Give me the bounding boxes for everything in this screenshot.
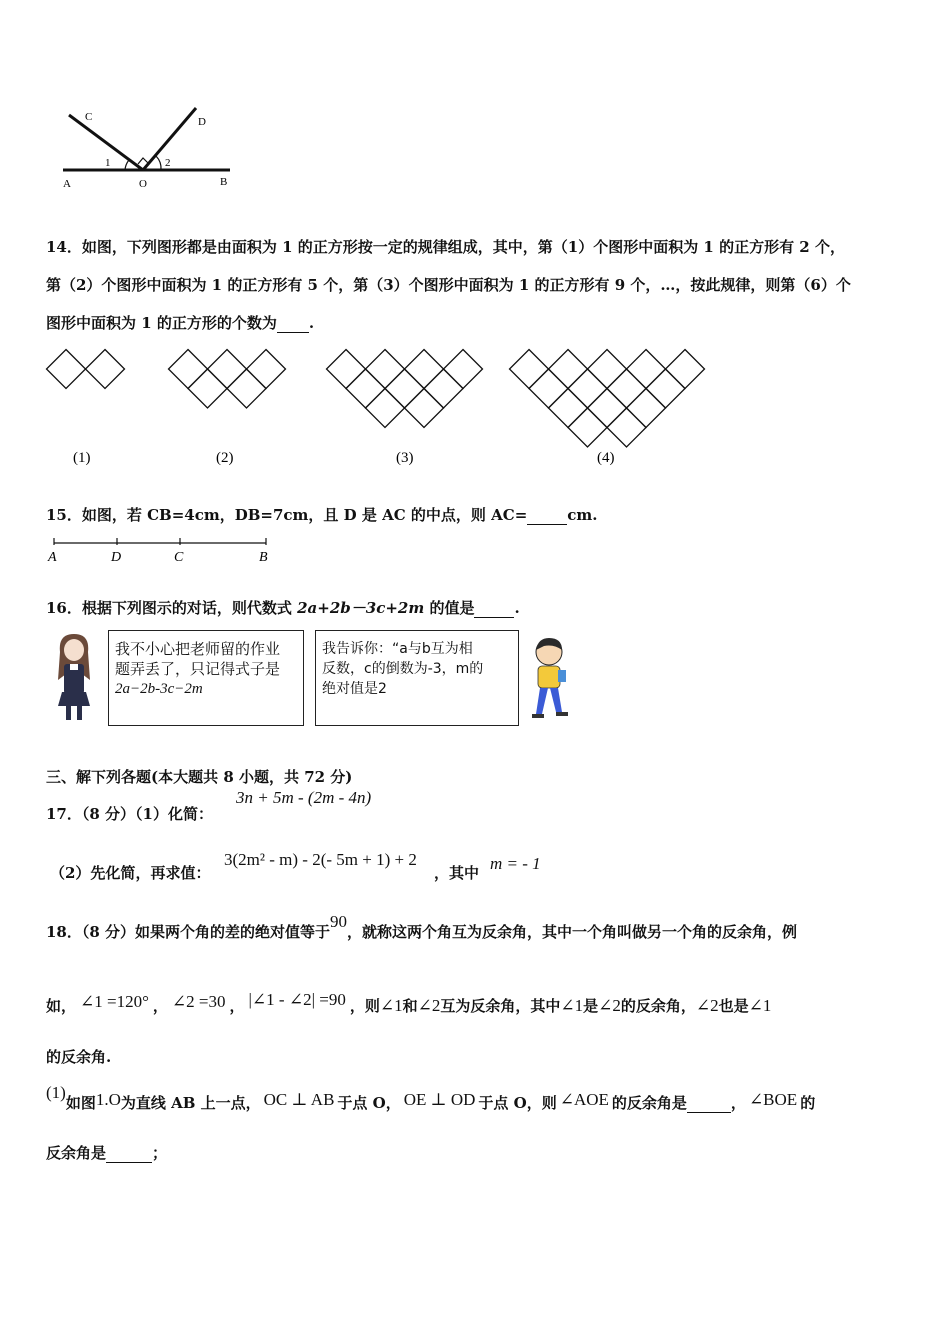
q17-where: ，其中 xyxy=(434,864,480,882)
unit-square-fig2 xyxy=(247,350,286,389)
q18-part1: (1)如图1.O为直线 AB 上一点， OC ⊥ AB 于点 O， OE ⊥ OD 于点 O，则 ∠AOE 的反余角是 ， ∠BOE 的 xyxy=(46,1083,816,1112)
squares-pattern-figure xyxy=(40,340,720,470)
unit-square-fig3 xyxy=(366,389,405,428)
q16-line: 16．根据下列图示的对话，则代数式 2a+2b－3c+2m 的值是 . xyxy=(46,599,520,617)
point-b: B xyxy=(259,550,268,565)
q17-expression-1: 3n + 5m - (2m - 4n) xyxy=(236,788,372,807)
unit-square-fig4 xyxy=(549,350,588,389)
unit-square-fig4 xyxy=(529,369,568,408)
label-a: A xyxy=(63,178,71,190)
label-b: B xyxy=(220,176,228,188)
unit-square-fig3 xyxy=(385,369,424,408)
q14-line1: 14．如图，下列图形都是由面积为 1 的正方形按一定的规律组成，其中，第（1）个图形中面积为 1 的正方形有 2 个， xyxy=(46,238,845,256)
unit-square-fig4 xyxy=(568,408,607,447)
unit-square-fig2 xyxy=(208,350,247,389)
unit-square-fig3 xyxy=(405,350,444,389)
q17-expression-2: 3(2m² - m) - 2(- 5m + 1) + 2 xyxy=(224,850,417,869)
q17-part1-label: 17．（8 分）（1）化简： xyxy=(46,805,213,823)
unit-square-fig4 xyxy=(627,389,666,428)
unit-square-fig3 xyxy=(424,369,463,408)
unit-square-fig2 xyxy=(227,369,266,408)
unit-square-fig4 xyxy=(510,350,549,389)
unit-square-fig4 xyxy=(549,389,588,428)
unit-square-fig2 xyxy=(169,350,208,389)
unit-square-fig3 xyxy=(444,350,483,389)
unit-square-fig3 xyxy=(346,369,385,408)
unit-square-fig4 xyxy=(666,350,705,389)
q18-line3: 的反余角. xyxy=(46,1048,112,1066)
q14-line2: 第（2）个图形中面积为 1 的正方形有 5 个，第（3）个图形中面积为 1 的正方形有 9 个，…，按此规律，则第（6）个 xyxy=(46,276,851,294)
q14-answer-blank[interactable] xyxy=(277,314,309,333)
unit-square-fig4 xyxy=(627,350,666,389)
unit-square-fig4 xyxy=(588,350,627,389)
q17-part2-label: （2）先化简，再求值： xyxy=(50,864,211,882)
q16-answer-blank[interactable] xyxy=(474,599,514,618)
q16-expression: 2a+2b－3c+2m xyxy=(297,599,425,617)
speech-bubble-left: 我不小心把老师留的作业 题弄丢了，只记得式子是 2a−2b-3c−2m xyxy=(108,630,304,726)
fig-label-3: (3) xyxy=(396,450,414,466)
unit-square-fig1 xyxy=(86,350,125,389)
q15-line: 15．如图，若 CB=4cm，DB=7cm，且 D 是 AC 的中点，则 AC= cm. xyxy=(46,506,598,524)
label-c: C xyxy=(85,111,93,123)
angle-figure xyxy=(55,100,245,195)
unit-square-fig3 xyxy=(405,389,444,428)
unit-square-fig4 xyxy=(568,369,607,408)
speech-bubble-right: 我告诉你：“a与b互为相 反数，c的倒数为-3，m的 绝对值是2 xyxy=(315,630,519,726)
unit-square-fig4 xyxy=(607,408,646,447)
label-angle-2: 2 xyxy=(165,157,171,169)
q17-condition: m = - 1 xyxy=(490,854,541,873)
unit-square-fig3 xyxy=(327,350,366,389)
boy-illustration xyxy=(524,636,574,722)
point-c: C xyxy=(174,550,184,565)
q18-blank-boe[interactable] xyxy=(106,1144,152,1163)
q18-line1: 18．（8 分）如果两个角的差的绝对值等于90，就称这两个角互为反余角，其中一个角叫做另一个角的反余角，例 xyxy=(46,912,798,941)
unit-square-fig4 xyxy=(646,369,685,408)
fig-label-1: (1) xyxy=(73,450,91,466)
q18-blank-aoe[interactable] xyxy=(687,1094,731,1113)
segment-figure xyxy=(44,533,284,569)
section-3-title: 三、解下列各题(本大题共 8 小题，共 72 分) xyxy=(46,768,353,786)
label-angle-1: 1 xyxy=(105,157,111,169)
girl-illustration xyxy=(44,630,104,725)
fig-label-2: (2) xyxy=(216,450,234,466)
unit-square-fig2 xyxy=(188,369,227,408)
q18-line2: 如， ∠1 =120° ， ∠2 =30 ， |∠1 - ∠2| =90 ，则∠1和∠2互为反余角，其中∠1是∠2的反余角，∠2也是∠1 xyxy=(46,990,772,1015)
unit-square-fig4 xyxy=(607,369,646,408)
unit-square-fig3 xyxy=(366,350,405,389)
point-d: D xyxy=(111,550,122,565)
angle-2-arc xyxy=(156,156,161,170)
q15-answer-blank[interactable] xyxy=(527,506,567,525)
fig-label-4: (4) xyxy=(597,450,615,466)
point-a: A xyxy=(48,550,57,565)
unit-square-fig1 xyxy=(47,350,86,389)
right-angle-mark xyxy=(138,158,149,164)
label-o: O xyxy=(139,178,147,190)
q18-line5: 反余角是 ； xyxy=(46,1144,168,1162)
label-d: D xyxy=(198,116,206,128)
unit-square-fig4 xyxy=(588,389,627,428)
q14-line3: 图形中面积为 1 的正方形的个数为 . xyxy=(46,314,315,332)
